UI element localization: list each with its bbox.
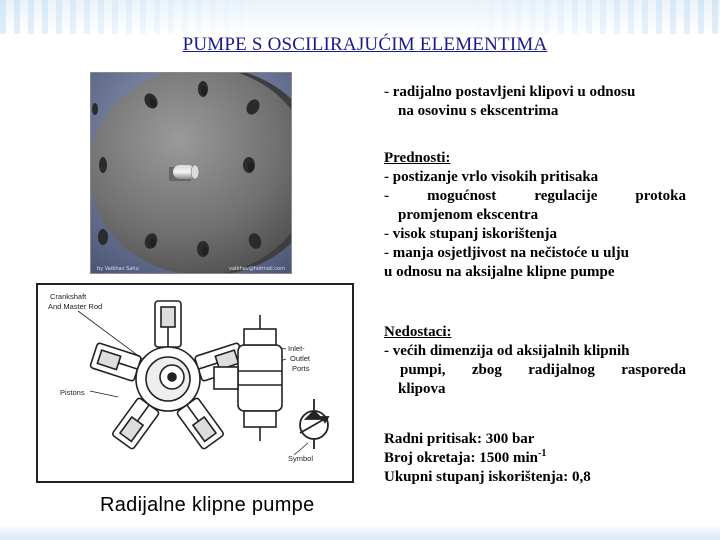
intro-text [384,83,686,121]
disadvantage-1-cont: pumpi, zbog radijalnog rasporeda [400,362,686,378]
header-band [0,0,720,34]
spec-speed-exponent: -1 [538,448,547,459]
label-outlet: Outlet [290,354,311,363]
photo-label-right: vaibhav@hotmail.com [229,266,285,272]
label-pistons: Pistons [60,388,85,397]
photo-label-left: by Vaibhav Sahu [97,266,139,272]
intro-line-1: - radijalno postavljeni klipovi u odnosu [384,84,636,100]
advantages-heading: Prednosti: [384,150,451,166]
label-ports: Ports [292,364,310,373]
label-master-rod: And Master Rod [48,302,103,311]
label-crankshaft: Crankshaft [50,292,87,301]
disadvantages-block [384,323,686,399]
footer-band [0,524,720,540]
advantage-1: - postizanje vrlo visokih pritisaka [384,169,599,185]
radial-pump-schematic [36,283,354,483]
slide-title: PUMPE S OSCILIRAJUĆIM ELEMENTIMA [182,34,548,55]
advantages-block [384,149,686,282]
advantage-4: - manja osjetljivost na nečistoće u ulju [384,245,629,261]
intro-line-2: na osovinu s ekscentrima [398,103,559,119]
schematic-drawing [38,285,352,481]
advantage-4-cont: u odnosu na aksijalne klipne pumpe [384,264,615,280]
disadvantage-1-end: klipova [398,381,446,397]
figure-caption: Radijalne klipne pumpe [100,494,315,516]
spec-efficiency: Ukupni stupanj iskorištenja: 0,8 [384,469,591,485]
advantage-2: - mogućnost regulacije protoka [384,188,686,204]
disadvantage-1: - većih dimenzija od aksijalnih klipnih [384,343,630,359]
spec-speed [384,449,686,468]
advantage-3: - visok stupanj iskorištenja [384,226,557,242]
pump-housing-rendering [91,73,291,273]
label-symbol: Symbol [288,454,314,463]
disadvantages-heading: Nedostaci: [384,324,452,340]
spec-pressure: Radni pritisak: 300 bar [384,431,535,447]
pump-housing-image [90,72,292,274]
label-inlet: Inlet- [288,344,305,353]
spec-speed-text: Broj okretaja: 1500 min [384,450,539,466]
specifications-block [384,430,686,487]
advantage-2-cont: promjenom ekscentra [398,207,539,223]
